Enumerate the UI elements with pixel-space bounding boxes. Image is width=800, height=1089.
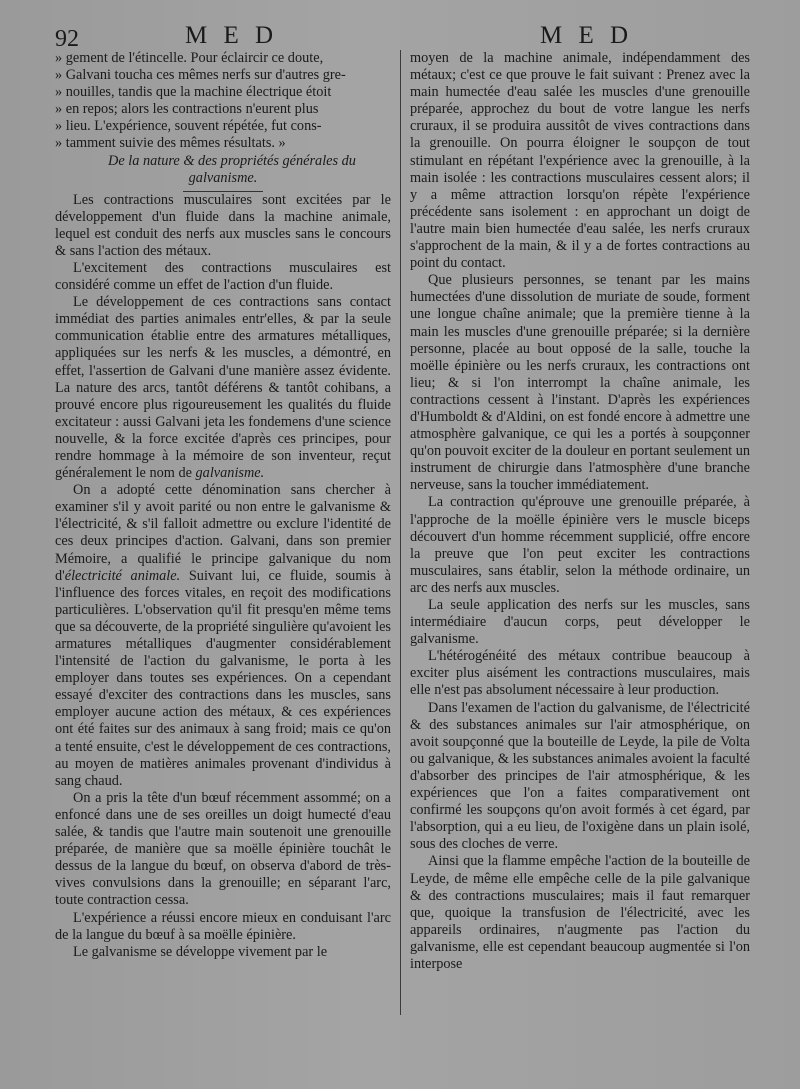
paragraph: La contraction qu'éprouve une grenouille préparée, à l'approche de la moëlle épinière vers le muscle biceps découvert d'un homme récemment supplicié, offre encore la preuve que l'on peut exciter les contractions musculaires, sans établir, selon la méthode ordinaire, un arc des nerfs aux muscles. xyxy=(410,494,750,596)
paragraph-text: Suivant lui, ce fluide, soumis à l'influence des forces vitales, en reçoit des modifications particulières. L'observation qu'il fit presqu'en même tems que sa découverte, de la propriété singulière qu'avoient les armatures métalliques d'augmenter considérablement l'intensité de l'action du galvanisme, le porta à les employer dans toutes ses expériences. On a cependant essayé d'exciter des contractions dans les muscles, sans employer aucune action des métaux, & ces expériences ont été faites sur des animaux à sang froid; mais ce qu'on a tenté ensuite, c'est le développement de ces contractions, au moyen de matières animales provenant d'individus à sang chaud. xyxy=(55,567,391,789)
paragraph: Ainsi que la flamme empêche l'action de la bouteille de Leyde, de même elle empêche celle de la pile galvanique & des contractions musculaires; mais il faut remarquer que, quoique la transfusion de l'électricité, avec les appareils ordinaires, n'augmente pas l'action du galvanisme, elle est cependant beaucoup augmentée si l'on interpose xyxy=(410,853,750,972)
quote-line: » gement de l'étincelle. Pour éclaircir ce doute, xyxy=(55,50,324,66)
paragraph: Le galvanisme se développe vivement par le xyxy=(73,943,328,960)
italic-term: électricité animale. xyxy=(64,567,181,584)
italic-term: galvanisme. xyxy=(195,465,265,482)
quote-line: » nouilles, tandis que la machine électrique étoit xyxy=(55,84,332,101)
paragraph xyxy=(55,482,391,790)
paragraph: On a pris la tête d'un bœuf récemment assommé; on a enfoncé dans une de ses oreilles un doigt humecté d'eau salée, & tandis que l'autre main soutenoit une grenouille préparée, de manière que sa moëlle épinière touchât le dessus de la langue du bœuf, on observa d'abord de très-vives convulsions dans la grenouille; en séparant l'arc, toute contraction cessa. xyxy=(55,789,391,909)
paragraph xyxy=(55,294,391,482)
paragraph: Les contractions musculaires sont excitées par le développement d'un fluide dans la machine animale, lequel est conduit des nerfs aux muscles sans le concours & sans l'action des métaux. xyxy=(55,191,391,259)
paragraph: L'excitement des contractions musculaires est considéré comme un effet de l'action d'un fluide. xyxy=(55,259,391,294)
left-column xyxy=(55,50,391,961)
running-head-left: M E D xyxy=(185,22,279,49)
paragraph: Dans l'examen de l'action du galvanisme, de l'électricité & des substances animales sur l'air atmosphérique, on avoit soupçonné que la bouteille de Leyde, la pile de Volta ou galvanique, & les substances animales avoient la faculté d'absorber des principes de l'air atmosphérique, & les expériences que l'on a faites comparativement ont confirmé les soupçons qu'on avoit formés à cet égard, par l'absorption, qui a eu lieu, de l'oxigène dans un plain isolé, sous des cloches de verre. xyxy=(410,699,750,853)
paragraph-text: Le développement de ces contractions sans contact immédiat des parties animales entr'elles, & par la seule communication établie entre des armatures métalliques, appliquées sur les nerfs & les muscles, a démontré, en effet, l'assertion de Galvani d'une manière assez évidente. La nature des arcs, tantôt déférens & tantôt cohibans, a prouvé encore plus rigoureusement les qualités du fluide excitateur : aussi Galvani jeta les fondemens d'une science nouvelle, & la force excitée d'après ces principes, pour rendre hommage à la mémoire de son inventeur, reçut généralement le nom de xyxy=(55,294,391,482)
column-divider xyxy=(400,50,401,1015)
paragraph-text: On a adopté cette dénomination sans chercher à examiner s'il y avoit parité ou non entre le galvanisme & l'électricité, & s'il falloit admettre ou exclure l'identité de ces deux principes d'action. Galvani, dans son premier Mémoire, a qualifié le principe galvanique du nom d' xyxy=(55,482,391,584)
section-title: De la nature & des propriétés générales du galvanisme. xyxy=(55,153,391,192)
running-head-right: M E D xyxy=(540,22,634,49)
paragraph: L'hétérogénéité des métaux contribue beaucoup à exciter plus aisément les contractions musculaires, mais elle n'est pas absolument nécessaire à leur production. xyxy=(410,648,750,699)
page-number: 92 xyxy=(55,26,79,52)
quote-block xyxy=(55,50,391,153)
paragraph: L'expérience a réussi encore mieux en conduisant l'arc de la langue du bœuf à sa moëlle épinière. xyxy=(55,909,391,943)
quote-line: » lieu. L'expérience, souvent répétée, fut cons- xyxy=(55,118,322,135)
paragraph: moyen de la machine animale, indépendamment des métaux; c'est ce que prouve le fait suivant : Prenez avec la main humectée d'eau salée les muscles d'une grenouille préparée, approchez du bout de votre langue les nerfs cruraux, il se produira aussitôt de vives contractions dans la grenouille. On pourra éloigner le soupçon de tout stimulant en répétant l'expérience avec la grenouille, à la main isolée : les contractions musculaires cessent alors; il y a même attraction lorsqu'on répète l'expérience précédente sans isolement : en approchant un doigt de l'autre main bien humectée d'eau salée, les nerfs cruraux s'approchent de la main, & il y a de fortes contractions au point du contact. xyxy=(410,50,750,272)
paragraph: Que plusieurs personnes, se tenant par les mains humectées d'une dissolution de muriate de soude, forment une longue chaîne animale; que la première tienne à la main les muscles d'une grenouille préparée; si la dernière personne, placée au bout opposé de la salle, touche la moëlle épinière ou les nerfs cruraux, les contractions ont lieu; & si l'on interrompt la chaîne animale, les contractions cessent à l'instant. D'après les expériences d'Humboldt & d'Aldini, on est fondé encore à admettre une atmosphère galvanique, ce qui les a portés à soupçonner qu'on pouvoit exciter de la douleur en portant seulement un instrument de chirurgie dans l'atmosphère d'une branche nerveuse, sans la toucher immédiatement. xyxy=(410,272,750,494)
right-column xyxy=(410,50,750,973)
quote-line: » en repos; alors les contractions n'eurent plus xyxy=(55,101,319,118)
quote-line: » tamment suivie des mêmes résultats. » xyxy=(55,135,286,152)
paragraph: La seule application des nerfs sur les muscles, sans intermédiaire d'aucun corps, peut développer le galvanisme. xyxy=(410,597,750,648)
quote-line: » Galvani toucha ces mêmes nerfs sur d'autres gre- xyxy=(55,67,346,84)
